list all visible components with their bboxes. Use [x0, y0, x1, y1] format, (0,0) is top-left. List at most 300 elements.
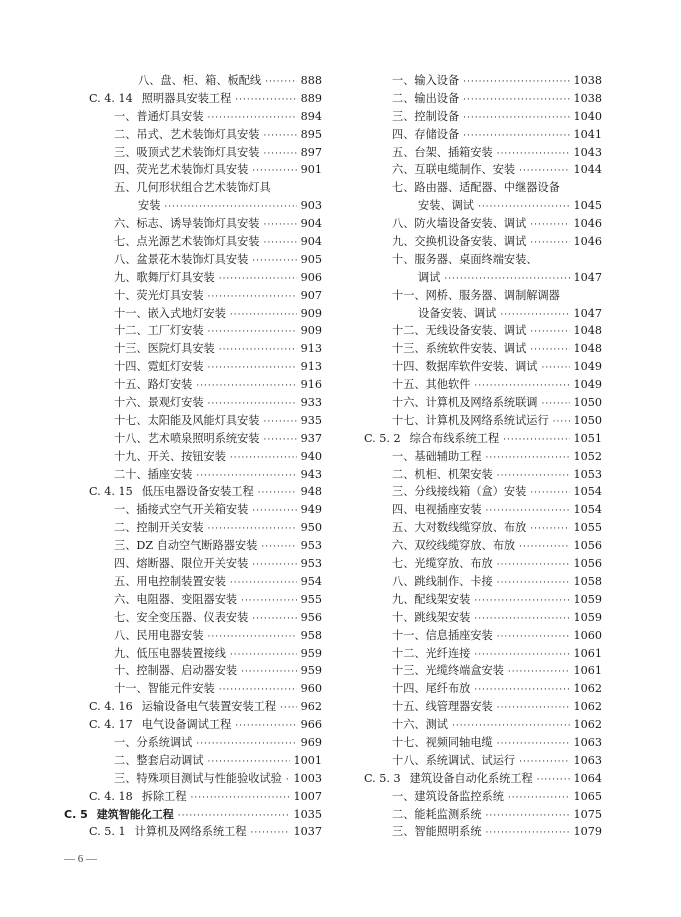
toc-page-number: 959 — [300, 664, 322, 678]
toc-entry[interactable] — [64, 394, 322, 412]
toc-entry[interactable] — [64, 412, 322, 430]
toc-page-number: 943 — [300, 467, 322, 481]
toc-page-number: 909 — [300, 324, 322, 338]
toc-entry-label: 建筑设备自动化系统工程 — [409, 771, 533, 785]
toc-entry[interactable] — [364, 627, 602, 645]
toc-page-number: 955 — [300, 592, 322, 606]
toc-entry[interactable] — [364, 215, 602, 233]
toc-entry-label: 六、电阻器、变阻器安装 — [114, 592, 238, 606]
toc-entry[interactable] — [364, 555, 602, 573]
toc-entry-label: 四、荧光艺术装饰灯具安装 — [114, 163, 249, 177]
toc-entry-title — [114, 645, 226, 663]
toc-entry-title — [114, 662, 237, 680]
toc-entry[interactable] — [64, 269, 322, 287]
toc-entry[interactable] — [364, 305, 602, 323]
toc-entry[interactable] — [64, 287, 322, 305]
toc-page-number: 1062 — [573, 682, 602, 696]
toc-entry[interactable] — [364, 269, 602, 287]
toc-entry[interactable] — [364, 734, 602, 752]
toc-entry-title — [138, 72, 261, 90]
toc-entry-title — [114, 358, 204, 376]
toc-page-number: 949 — [300, 503, 322, 517]
toc-page-number: 1056 — [573, 539, 602, 553]
toc-entry[interactable] — [64, 305, 322, 323]
toc-entry[interactable] — [364, 90, 602, 108]
toc-entry-label: 十三、系统软件安装、调试 — [392, 342, 527, 356]
toc-section-number: C. 5. 2 — [364, 431, 401, 445]
toc-entry-label: 二、能耗监测系统 — [392, 807, 482, 821]
toc-entry-title — [114, 412, 259, 430]
toc-entry-label: 十一、嵌入式地灯安装 — [114, 306, 226, 320]
toc-entry[interactable] — [364, 788, 602, 806]
toc-entry-label: 十二、光纤连接 — [392, 646, 471, 660]
toc-entry[interactable] — [64, 340, 322, 358]
toc-entry-label: 二、控制开关安装 — [114, 521, 204, 535]
toc-entry-title — [114, 501, 248, 519]
toc-entry-title — [114, 340, 215, 358]
toc-entry-title — [89, 483, 254, 501]
toc-entry[interactable] — [64, 591, 322, 609]
toc-page-number: 1037 — [293, 825, 322, 839]
toc-entry-label: 调试 — [418, 270, 441, 284]
toc-entry-title — [392, 734, 493, 752]
toc-entry-label: 设备安装、调试 — [418, 306, 497, 320]
toc-entry-title — [392, 72, 459, 90]
toc-page-number: 1049 — [573, 360, 602, 374]
toc-section-number: C. 4. 14 — [89, 91, 133, 105]
toc-entry-label: 五、用电控制装置安装 — [114, 574, 226, 588]
toc-entry-label: 五、几何形状组合艺术装饰灯具 — [114, 181, 271, 195]
toc-entry-title — [392, 573, 493, 591]
toc-page-number: 1079 — [573, 825, 602, 839]
toc-entry[interactable] — [64, 251, 322, 269]
toc-entry-title — [392, 823, 482, 841]
toc-page-number: 948 — [300, 485, 322, 499]
toc-entry[interactable] — [364, 823, 602, 841]
toc-entry-label: 拆除工程 — [141, 789, 187, 803]
toc-entry[interactable] — [364, 466, 602, 484]
toc-page-number: 889 — [300, 91, 322, 105]
toc-page-number: 913 — [300, 342, 322, 356]
toc-entry[interactable] — [364, 698, 602, 716]
toc-entry-title — [392, 215, 526, 233]
toc-page-number: 1060 — [573, 628, 602, 642]
toc-entry-title — [114, 161, 248, 179]
toc-entry[interactable] — [364, 197, 602, 215]
toc-entry-label: 一、输入设备 — [392, 74, 460, 87]
toc-entry-label: 十九、开关、按钮安装 — [114, 449, 226, 463]
toc-entry-label: 十七、计算机及网络系统试运行 — [392, 413, 549, 427]
toc-entry[interactable] — [64, 483, 322, 501]
toc-page-number: 1062 — [573, 700, 602, 714]
toc-entry-title — [114, 609, 248, 627]
toc-page-number: 905 — [300, 252, 322, 266]
toc-entry[interactable] — [364, 483, 602, 501]
toc-entry-label: 二、输出设备 — [392, 91, 460, 105]
toc-entry-title — [392, 519, 526, 537]
toc-page-number: 895 — [300, 127, 322, 141]
toc-entry[interactable] — [364, 287, 602, 305]
toc-entry[interactable] — [64, 537, 322, 555]
toc-section-number: C. 4. 17 — [89, 718, 133, 732]
toc-entry-label: 一、插接式空气开关箱安装 — [114, 503, 249, 517]
toc-entry-label: 六、标志、诱导装饰灯具安装 — [114, 217, 260, 231]
toc-page-number: 1055 — [573, 521, 602, 535]
toc-entry-label: 十一、智能元件安装 — [114, 682, 215, 696]
toc-entry-title — [64, 806, 174, 824]
toc-entry-label: 一、建筑设备监控系统 — [392, 789, 504, 803]
toc-entry-title — [89, 698, 276, 716]
toc-entry[interactable] — [64, 788, 322, 806]
toc-entry-label: 五、大对数线缆穿放、布放 — [392, 521, 527, 535]
toc-entry-label: 十八、艺术喷泉照明系统安装 — [114, 431, 260, 445]
toc-entry-label: 二、整套启动调试 — [114, 753, 204, 767]
toc-entry-title — [114, 322, 204, 340]
toc-entry-title — [364, 430, 499, 448]
toc-entry-label: 十、跳线架安装 — [392, 610, 471, 624]
toc-entry[interactable] — [364, 179, 602, 197]
toc-page-number: 1038 — [573, 91, 602, 105]
toc-entry[interactable] — [364, 251, 602, 269]
toc-entry-title — [114, 770, 282, 788]
toc-entry[interactable] — [64, 376, 322, 394]
toc-section-number: C. 4. 16 — [89, 700, 133, 714]
toc-page-number: 1041 — [573, 127, 602, 141]
toc-entry-label: 十五、路灯安装 — [114, 378, 193, 392]
toc-entry-label: 十七、太阳能及风能灯具安装 — [114, 413, 260, 427]
toc-entry-title — [138, 197, 160, 215]
toc-entry-label: 十一、网桥、服务器、调制解调器 — [392, 288, 560, 302]
toc-page-number: 1061 — [573, 646, 602, 660]
toc-entry[interactable] — [64, 161, 322, 179]
toc-entry-title — [114, 519, 204, 537]
toc-entry-title — [392, 233, 526, 251]
toc-page-number: 1045 — [573, 199, 602, 213]
toc-entry-label: 十二、工厂灯安装 — [114, 324, 204, 338]
toc-page-number: 904 — [300, 217, 322, 231]
toc-entry[interactable] — [64, 752, 322, 770]
toc-entry[interactable] — [364, 340, 602, 358]
toc-right-column — [364, 72, 602, 841]
toc-entry[interactable] — [364, 662, 602, 680]
toc-entry[interactable] — [364, 161, 602, 179]
toc-entry[interactable] — [364, 126, 602, 144]
toc-entry[interactable] — [64, 806, 322, 824]
toc-entry[interactable] — [64, 322, 322, 340]
toc-section-number: C. 5 — [64, 807, 88, 821]
toc-entry[interactable] — [64, 197, 322, 215]
toc-entry[interactable] — [364, 233, 602, 251]
toc-entry[interactable] — [364, 591, 602, 609]
toc-entry-label: 七、路由器、适配器、中继器设备 — [392, 181, 560, 195]
toc-entry-title — [114, 269, 215, 287]
toc-entry[interactable] — [64, 573, 322, 591]
toc-entry-title — [392, 591, 470, 609]
toc-entry-title — [114, 680, 215, 698]
toc-entry[interactable] — [64, 72, 322, 90]
toc-section-number: C. 5. 3 — [364, 771, 401, 785]
toc-entry-title — [114, 287, 204, 305]
toc-entry-label: 三、吸顶式艺术装饰灯具安装 — [114, 145, 260, 159]
toc-entry[interactable] — [364, 108, 602, 126]
toc-page-number: 954 — [300, 574, 322, 588]
toc-entry[interactable] — [364, 770, 602, 788]
toc-entry-label: 四、熔断器、限位开关安装 — [114, 557, 249, 571]
toc-page-number: 1048 — [573, 342, 602, 356]
toc-page-number: 1054 — [573, 485, 602, 499]
toc-page-number: 897 — [300, 145, 322, 159]
toc-entry-title — [114, 430, 259, 448]
toc-entry[interactable] — [64, 609, 322, 627]
toc-entry-label: 十六、景观灯安装 — [114, 396, 204, 410]
toc-entry-label: 五、台架、插箱安装 — [392, 145, 493, 159]
toc-entry-title — [114, 108, 204, 126]
toc-entry-label: 十三、医院灯具安装 — [114, 342, 215, 356]
toc-section-number: C. 4. 15 — [89, 485, 133, 499]
toc-page-number: 906 — [300, 270, 322, 284]
toc-page-number: 1052 — [573, 449, 602, 463]
toc-entry-title — [392, 788, 504, 806]
toc-entry[interactable] — [64, 519, 322, 537]
toc-entry-title — [114, 233, 259, 251]
toc-entry-label: 八、民用电器安装 — [114, 628, 204, 642]
toc-entry-label: 安装 — [138, 199, 161, 213]
toc-entry[interactable] — [364, 394, 602, 412]
toc-entry-title — [392, 126, 459, 144]
toc-entry-label: 建筑智能化工程 — [96, 807, 174, 821]
toc-page-number: 935 — [300, 413, 322, 427]
toc-entry[interactable] — [64, 680, 322, 698]
toc-entry-label: 九、配线架安装 — [392, 592, 471, 606]
toc-entry-label: 七、安全变压器、仪表安装 — [114, 610, 249, 624]
toc-entry-label: 十一、信息插座安装 — [392, 628, 493, 642]
toc-entry[interactable] — [364, 806, 602, 824]
toc-entry[interactable] — [364, 322, 602, 340]
toc-entry[interactable] — [64, 734, 322, 752]
toc-entry-label: 一、分系统调试 — [114, 735, 193, 749]
toc-entry-label: 十四、数据库软件安装、调试 — [392, 360, 538, 374]
toc-entry[interactable] — [364, 144, 602, 162]
toc-entry[interactable] — [64, 645, 322, 663]
toc-entry[interactable] — [64, 126, 322, 144]
toc-page-number: 1043 — [573, 145, 602, 159]
toc-entry-label: 三、分线接线箱（盒）安装 — [392, 485, 527, 499]
toc-entry-title — [418, 269, 440, 287]
toc-entry-label: 四、电视插座安装 — [392, 503, 482, 517]
toc-entry[interactable] — [364, 716, 602, 734]
toc-entry-title — [89, 823, 247, 841]
toc-entry[interactable] — [64, 501, 322, 519]
toc-entry-title — [392, 806, 482, 824]
dot-leader — [486, 825, 570, 843]
toc-entry-label: 七、光缆穿放、布放 — [392, 557, 493, 571]
toc-entry-title — [114, 126, 259, 144]
toc-section-number: C. 5. 1 — [89, 825, 126, 839]
toc-page-number: 1061 — [573, 664, 602, 678]
toc-entry-title — [392, 716, 448, 734]
toc-entry[interactable] — [64, 233, 322, 251]
toc-page-number: 966 — [300, 718, 322, 732]
toc-page-number: 1038 — [573, 74, 602, 87]
toc-entry-title — [418, 305, 496, 323]
toc-entry-title — [89, 716, 231, 734]
toc-entry-label: 十五、线管理器安装 — [392, 700, 493, 714]
toc-section-number: C. 4. 18 — [89, 789, 133, 803]
toc-entry-title — [392, 90, 459, 108]
toc-entry[interactable] — [64, 215, 322, 233]
toc-page-number: 1051 — [573, 431, 602, 445]
toc-entry-label: 二、吊式、艺术装饰灯具安装 — [114, 127, 260, 141]
toc-page-number: 1056 — [573, 557, 602, 571]
toc-entry-title — [114, 466, 192, 484]
toc-entry-title — [392, 501, 482, 519]
toc-entry[interactable] — [364, 752, 602, 770]
dot-leader — [251, 825, 290, 843]
toc-entry-label: 三、控制设备 — [392, 109, 460, 123]
toc-entry[interactable] — [64, 358, 322, 376]
toc-entry-title — [392, 340, 526, 358]
toc-entry-title — [392, 662, 504, 680]
toc-entry[interactable] — [364, 376, 602, 394]
toc-entry-label: 九、低压电器装置接线 — [114, 646, 226, 660]
toc-entry-title — [392, 161, 515, 179]
toc-entry-title — [392, 698, 493, 716]
toc-entry-title — [114, 376, 192, 394]
toc-page-number: 1050 — [573, 396, 602, 410]
toc-entry-title — [114, 448, 226, 466]
toc-entry-title — [392, 322, 526, 340]
toc-entry-label: 十四、尾纤布放 — [392, 682, 471, 696]
toc-entry-title — [114, 144, 259, 162]
toc-entry-label: 三、智能照明系统 — [392, 825, 482, 839]
toc-entry-title — [89, 90, 231, 108]
toc-entry[interactable] — [64, 662, 322, 680]
toc-entry[interactable] — [64, 770, 322, 788]
toc-page-number: 937 — [300, 431, 322, 445]
toc-entry-title — [114, 752, 204, 770]
toc-entry[interactable] — [64, 555, 322, 573]
toc-entry[interactable] — [364, 412, 602, 430]
toc-page-number: 960 — [300, 682, 322, 696]
toc-entry[interactable] — [64, 466, 322, 484]
toc-left-column — [64, 72, 322, 841]
toc-page-number: 959 — [300, 646, 322, 660]
toc-page-number: 1047 — [573, 306, 602, 320]
toc-entry[interactable] — [364, 501, 602, 519]
toc-entry[interactable] — [364, 519, 602, 537]
toc-page-number: 969 — [300, 735, 322, 749]
toc-entry[interactable] — [64, 430, 322, 448]
toc-entry-title — [392, 144, 493, 162]
toc-entry-title — [392, 376, 470, 394]
toc-page-number: 1059 — [573, 592, 602, 606]
toc-entry-label: 十、服务器、桌面终端安装、 — [392, 252, 538, 266]
toc-entry[interactable] — [64, 108, 322, 126]
toc-page-number: 1003 — [293, 771, 322, 785]
toc-entry-label: 十五、其他软件 — [392, 378, 471, 392]
toc-entry-label: 十三、光缆终端盒安装 — [392, 664, 504, 678]
toc-entry[interactable] — [364, 72, 602, 90]
toc-entry-label: 综合布线系统工程 — [409, 431, 500, 445]
toc-entry-title — [392, 179, 560, 197]
toc-entry-label: 十四、霓虹灯安装 — [114, 360, 204, 374]
toc-entry[interactable] — [364, 573, 602, 591]
toc-entry-label: 九、交换机设备安装、调试 — [392, 235, 527, 249]
toc-page-number: 1007 — [293, 789, 322, 803]
toc-entry[interactable] — [64, 179, 322, 197]
toc-entry[interactable] — [364, 680, 602, 698]
toc-entry-title — [392, 287, 560, 305]
toc-page-number: 904 — [300, 235, 322, 249]
toc-entry-title — [392, 609, 470, 627]
toc-entry-title — [114, 251, 248, 269]
toc-entry[interactable] — [364, 537, 602, 555]
toc-entry-label: 安装、调试 — [418, 199, 474, 213]
toc-entry-title — [392, 680, 470, 698]
toc-entry-label: 一、基础辅助工程 — [392, 449, 482, 463]
toc-entry[interactable] — [64, 716, 322, 734]
toc-entry-title — [114, 573, 226, 591]
toc-page-number: 1059 — [573, 610, 602, 624]
toc-entry-title — [364, 770, 533, 788]
toc-entry[interactable] — [364, 430, 602, 448]
toc-entry-title — [114, 734, 192, 752]
toc-entry-title — [392, 358, 537, 376]
toc-page-number: 1050 — [573, 413, 602, 427]
toc-page-number: 1075 — [573, 807, 602, 821]
toc-entry[interactable] — [64, 627, 322, 645]
toc-entry[interactable] — [64, 823, 322, 841]
toc-entry[interactable] — [364, 645, 602, 663]
toc-entry-title — [392, 555, 493, 573]
toc-entry-label: 十六、计算机及网络系统联调 — [392, 396, 538, 410]
toc-entry[interactable] — [364, 358, 602, 376]
toc-entry[interactable] — [64, 448, 322, 466]
toc-entry[interactable] — [64, 698, 322, 716]
toc-entry-label: 计算机及网络系统工程 — [134, 825, 247, 839]
toc-entry-label: 四、存储设备 — [392, 127, 460, 141]
toc-page-number: 950 — [300, 521, 322, 535]
toc-page-number: 1046 — [573, 235, 602, 249]
toc-page-number: 1063 — [573, 753, 602, 767]
toc-entry-label: 八、跳线制作、卡接 — [392, 574, 493, 588]
toc-entry[interactable] — [364, 448, 602, 466]
toc-entry-title — [392, 483, 526, 501]
toc-entry[interactable] — [364, 609, 602, 627]
toc-entry-title — [114, 179, 271, 197]
toc-entry-label: 八、盆景花木装饰灯具安装 — [114, 252, 249, 266]
toc-page-number: 953 — [300, 539, 322, 553]
toc-entry-title — [114, 627, 204, 645]
toc-page-number: 1065 — [573, 789, 602, 803]
toc-page-number: 933 — [300, 396, 322, 410]
toc-page-number: 1063 — [573, 735, 602, 749]
toc-page-number: 1044 — [573, 163, 602, 177]
toc-entry-title — [392, 537, 515, 555]
toc-entry[interactable] — [64, 90, 322, 108]
toc-page-number: 907 — [300, 288, 322, 302]
toc-entry-title — [114, 555, 248, 573]
toc-entry[interactable] — [64, 144, 322, 162]
toc-entry-label: 三、特殊项目测试与性能验收试验 — [114, 771, 282, 785]
toc-entry-label: 八、盘、柜、箱、板配线 — [138, 74, 262, 87]
toc-entry-title — [114, 215, 259, 233]
toc-page-number: 894 — [300, 109, 322, 123]
toc-page-number: 1058 — [573, 574, 602, 588]
toc-entry-title — [392, 645, 470, 663]
toc-entry-title — [392, 752, 515, 770]
toc-page-number: 909 — [300, 306, 322, 320]
